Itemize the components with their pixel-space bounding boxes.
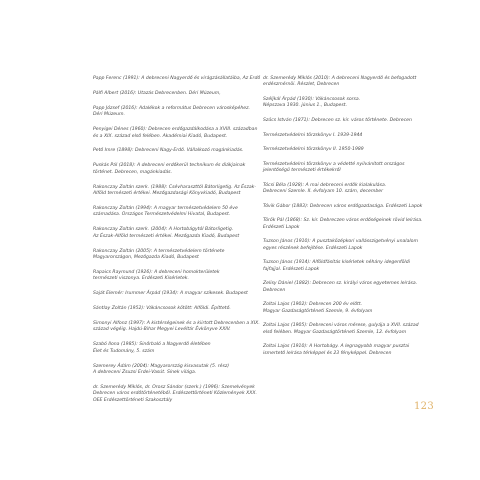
reference-entry: Széljkál Árpád (1930): Vákáncsosok sorsa. Népszava 1930. június 1., Budapest. [263, 97, 361, 109]
reference-entry: Zoltai Lajos (1910): A Hortobágy. A legnagyobb magyar pusztai ismertető leírása térképpel és 23 fényképpel. Debrecen [263, 344, 410, 356]
reference-entry: Rakonczay Zoltán szerk. (2004): A Hortobágytól Bátorligetig. Az Észak-Alföld természeti értékei. Mezőgazda Kiadó, Budapest [93, 227, 240, 239]
reference-entry: Tóvik Gábor (1883): Debrecen város erdőgazdasága. Erdészeti Lapok [263, 203, 423, 209]
reference-entry: Penyigei Dénes (1960): Debrecen erdőgazdálkodása a XVIII. században és a XIX. század első felében. Akadémiai Kiadó, Budapest. [93, 127, 258, 139]
reference-entry: Tócsi Béla (1928): A mai debreceni erdők kialakulása. Debreceni Szemle. II. évfolyam 10. szám, december [263, 182, 387, 195]
reference-entry: Saját Elemér: Irummer Árpád (1934): A magyar szikesek. Budapest [93, 291, 248, 297]
reference-entry: Tuzson János (1914): Alföldfásítás kísérletek néhány idegenföldi fajfajjal. Erdészeti Lapok [263, 260, 410, 272]
reference-entry: Papp József (2016): Adalékok a református Debrecen városképéhez. Déri Múzeum. [93, 105, 250, 118]
reference-entry: Rakonczay Zoltán (1994): A magyar természetvédelem 50 éve számadása. Országos Természetvédelmi Hivatal, Budapest. [93, 205, 238, 218]
page-number: 123 [414, 401, 434, 412]
reference-entry: Szabó Ilona (1985): Sinőrbaló a Nagyerdő életében Élet és Tudomány, 5. szám [93, 342, 211, 354]
reference-entry: Simonyi Alfonz (1997): A kistérségeinek és a kiirtott Debrecenben a XIX. század végéig. Hajdú-Bihar Megyei Levéltár Évkönyve XXIV. [93, 321, 260, 333]
reference-entry: Tuzson János (1910): A pusztaközépkori vallásszigetvényi unalalom egyes részének befejítése. Erdészeti Lapok [263, 239, 418, 251]
reference-entry: Szemerey Ádám (2004): Magyarország kisvasutak (5. rész) A debreceni Zsuzsi Erdei-Vasút. Sínek világa. [93, 363, 230, 376]
reference-entry: Pálfi Albert (2016): Utazás Debrecenben. Déri Múzeum, [93, 90, 221, 96]
reference-entry: Sántlay Zoltán (1952): Vákáncsosok kötött: Alföldi. Építtető. [93, 306, 231, 312]
reference-entry: Rapaics Raymund (1926): A debreceni homokterületek természeti viszonya. Erdészeti Kísérletek. [93, 269, 220, 282]
reference-entry: Puskás Pál (2018): A debreceni erdőkerül technikum és diákjainak történet. Debrecen, magánkiadás. [93, 163, 246, 175]
reference-entry: Török Pál (1868): Sz. kir. Debreczen város erdőségeinek rövid leírása. Erdészeti Lapok [263, 218, 423, 230]
reference-entry: dr. Szemerédy Miklós (2010): A debreceni Nagyerdő és befogadott erdészmérnöi. Részlet, Debrecen [263, 76, 417, 88]
reference-entry: Zoltai Lajos (1905): Debreceni város mérese, gulyája a XVII. század első felében. Magyar Gazdaságtörténeti Szemle, 12. évfolyam [263, 323, 419, 335]
reference-entry: Pető Imre (1898): Debreceni Nagy-Erdő. Vállalkozó magánkiadás. [93, 148, 244, 154]
reference-entry: Természetvédelmi törzskönyv a védetté nyilvánított országos jelentőségű természeti értékekről [263, 161, 405, 174]
reference-entry: Természetvédelmi törzskönyv I. 1939-1944 [263, 132, 363, 138]
reference-entry: Rakonczay Zoltán (2005): A természetvédelem története Magyarországon, Mezőgazda Kiadó, Budapest [93, 248, 225, 260]
reference-entry: dr. Szemerédy Miklós, dr. Orosz Sándor (szerk.) (1996): Szemelvények Debrecen város erdőtörténetéből. Erdészettörténeti Közlemények XXX. OEE Erdészettörténeti Szakosztály [93, 384, 257, 403]
reference-entry: Természetvédelmi törzskönyv II. 1950-1989 [263, 147, 364, 153]
reference-entry: Papp Ferenc (1991): A debreceni Nagyerdő és virágzásállatáiba, Az Erdő [93, 76, 261, 81]
bibliography-right-column [263, 76, 438, 365]
reference-entry: Zoltai Lajos (1902): Debrecen 200 év előtt. Magyar Gazdaságtörténeti Szemle, 9. évfolyam [263, 302, 373, 314]
reference-entry: Rakonczay Zoltán szerk. (1988): Csévharaszttól Bátorligetig. Az Észak- Alföld természeti értékei. Mezőgazdasági Könyvkiadó, Budapest [93, 184, 256, 197]
reference-entry: Zelisy Dániel (1882): Debrecen sz. királyi város egyetemes leírása. Debrecen [263, 281, 418, 293]
reference-entry: Szűcs István (1871): Debrecen sz. kir. város története. Debrecen [263, 118, 412, 123]
